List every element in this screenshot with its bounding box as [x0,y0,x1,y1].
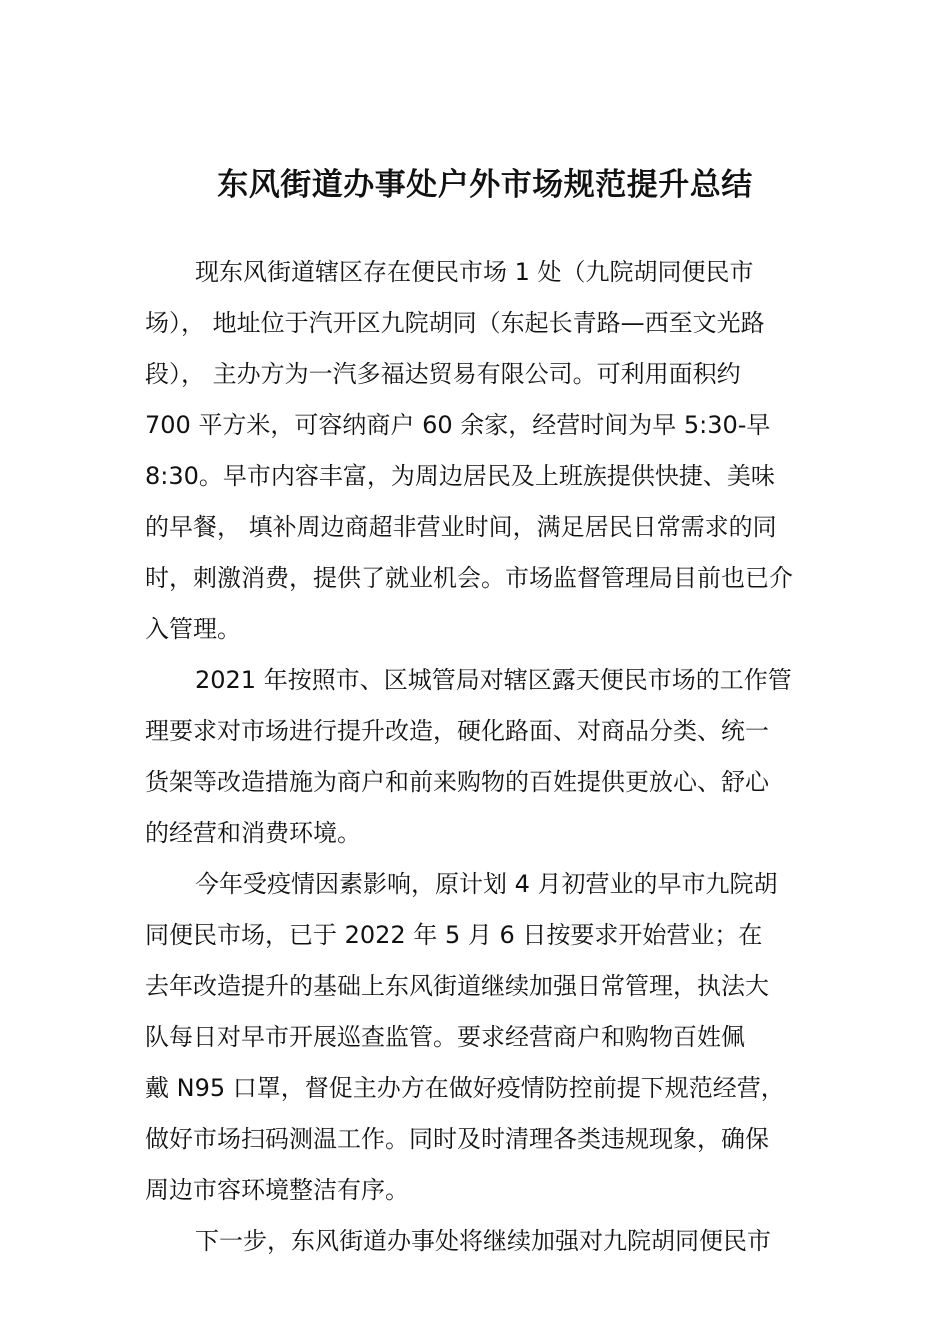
paragraph-4-line-1: 下一步，东风街道办事处将继续加强对九院胡同便民市 [195,1227,771,1255]
paragraph-3-line-1: 今年受疫情因素影响，原计划 4 月初营业的早市九院胡 [195,870,778,898]
paragraph-2-line-1: 2021 年按照市、区城管局对辖区露天便民市场的工作管 [195,666,792,694]
paragraph-3-line-7: 周边市容环境整洁有序。 [145,1176,409,1204]
paragraph-2-line-2: 理要求对市场进行提升改造，硬化路面、对商品分类、统一 [145,717,769,745]
paragraph-1-line-8: 入管理。 [145,615,241,643]
paragraph-3-line-3: 去年改造提升的基础上东风街道继续加强日常管理，执法大 [145,972,769,1000]
paragraph-3-line-2: 同便民市场，已于 2022 年 5 月 6 日按要求开始营业；在 [145,921,763,949]
paragraph-1-line-5: 8:30。早市内容丰富，为周边居民及上班族提供快捷、美味 [145,462,775,490]
paragraph-1-line-7: 时，刺激消费，提供了就业机会。市场监督管理局目前也已介 [145,564,793,592]
paragraph-2-line-3: 货架等改造措施为商户和前来购物的百姓提供更放心、舒心 [145,768,769,796]
paragraph-3-line-6: 做好市场扫码测温工作。同时及时清理各类违规现象，确保 [145,1125,769,1153]
document-title: 东风街道办事处户外市场规范提升总结 [217,167,753,203]
paragraph-1-line-4: 700 平方米，可容纳商户 60 余家，经营时间为早 5:30-早 [145,411,771,439]
paragraph-1-line-6: 的早餐， 填补周边商超非营业时间，满足居民日常需求的同 [145,513,777,541]
paragraph-3-line-4: 队每日对早市开展巡查监管。要求经营商户和购物百姓佩 [145,1023,745,1051]
paragraph-1-line-1: 现东风街道辖区存在便民市场 1 处（九院胡同便民市 [195,258,754,286]
paragraph-3-line-5: 戴 N95 口罩，督促主办方在做好疫情防控前提下规范经营， [145,1074,785,1102]
paragraph-2-line-4: 的经营和消费环境。 [145,819,361,847]
paragraph-1-line-3: 段）， 主办方为一汽多福达贸易有限公司。可利用面积约 [145,360,741,388]
paragraph-1-line-2: 场）， 地址位于汽开区九院胡同（东起长青路—西至文光路 [145,309,765,337]
